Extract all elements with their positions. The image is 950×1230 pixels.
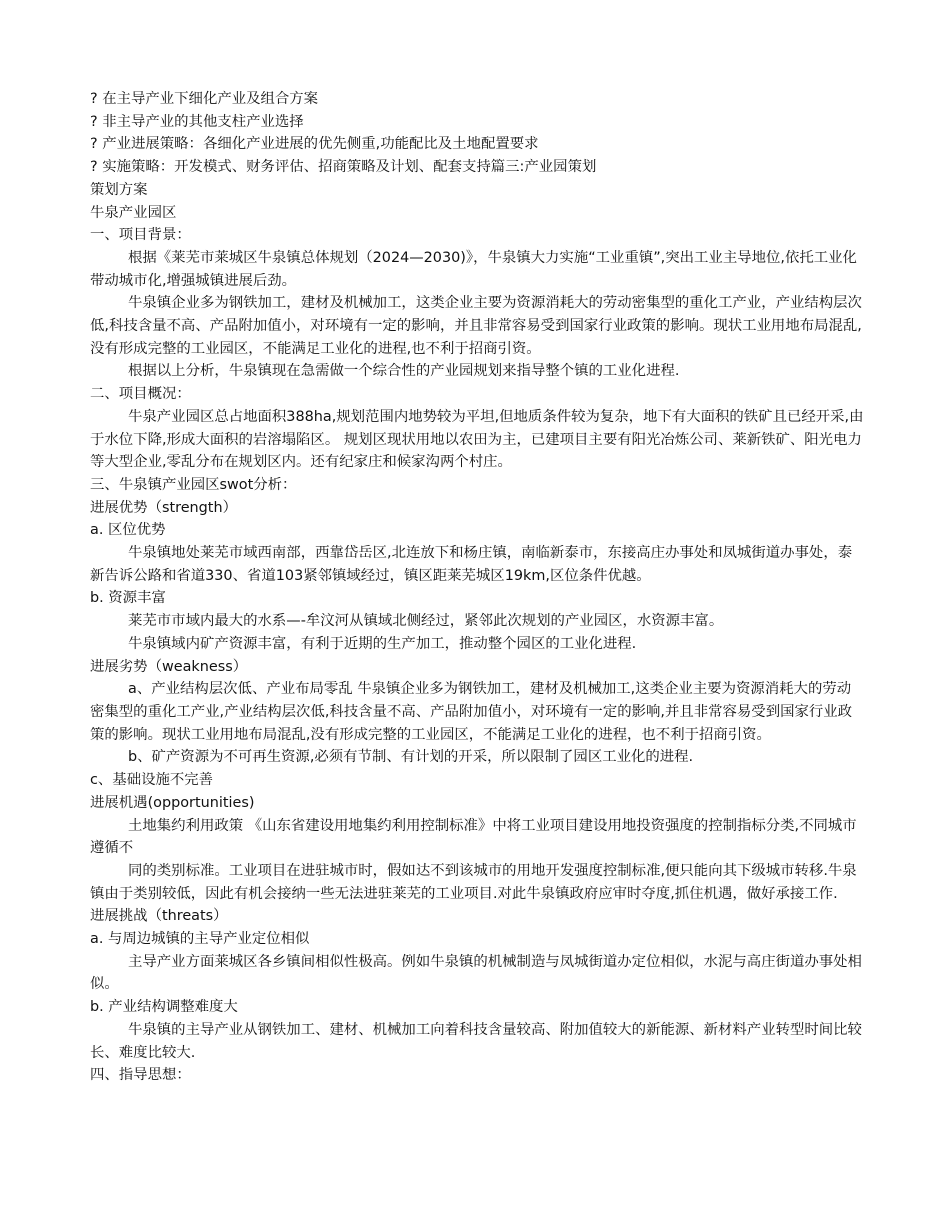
- paragraph: 土地集约利用政策 《山东省建设用地集约利用控制标准》中将工业项目建设用地投资强度的控制指标分类,不同城市遵循不: [90, 817, 857, 857]
- paragraph: 牛泉镇域内矿产资源丰富，有利于近期的生产加工，推动整个园区的工业化进程.: [128, 635, 637, 652]
- paragraph: 根据以上分析，牛泉镇现在急需做一个综合性的产业园规划来指导整个镇的工业化进程.: [128, 363, 680, 380]
- paragraph: 牛泉镇企业多为钢铁加工，建材及机械加工，这类企业主要为资源消耗大的劳动密集型的重化工产业，产业结构层次低,科技含量不高、产品附加值小，对环境有一定的影响，并且非常容易受到国家行业政策的影响。现状工业用地布局混乱,没有形成完整的工业园区，不能满足工业化的进程,也不利于招商引资。: [90, 295, 862, 357]
- doc-title: 策划方案: [90, 181, 148, 198]
- list-item-heading: c、基础设施不完善: [90, 772, 214, 789]
- list-item-heading: b. 产业结构调整难度大: [90, 999, 238, 1016]
- paragraph: 同的类别标准。工业项目在进驻城市时，假如达不到该城市的用地开发强度控制标准,便只能向其下级城市转移.牛泉镇由于类别较低，因此有机会接纳一些无法进驻莱芜的工业项目.对此牛泉镇政府应审时夺度,抓住机遇，做好承接工作.: [90, 862, 857, 902]
- list-item-heading: a. 与周边城镇的主导产业定位相似: [90, 931, 310, 948]
- section-heading: 四、指导思想：: [90, 1067, 191, 1084]
- paragraph: 牛泉产业园区总占地面积388ha,规划范围内地势较为平坦,但地质条件较为复杂，地下有大面积的铁矿且已经开采,由于水位下降,形成大面积的岩溶塌陷区。 规划区现状用地以农田为主，已建项目主要有阳光冶炼公司、莱新铁矿、阳光电力等大型企业,零乱分布在规划区内。还有纪家庄和候家沟两个村庄。: [90, 408, 864, 471]
- list-item-heading: b. 资源丰富: [90, 590, 166, 607]
- list-item-heading: a. 区位优势: [90, 522, 166, 539]
- bullet-line: ? 产业进展策略：各细化产业进展的优先侧重,功能配比及土地配置要求: [90, 136, 539, 153]
- paragraph: 牛泉镇的主导产业从钢铁加工、建材、机械加工向着科技含量较高、附加值较大的新能源、新材料产业转型时间比较长、难度比较大.: [90, 1021, 862, 1061]
- section-heading: 一、项目背景：: [90, 227, 191, 244]
- bullet-line: ? 在主导产业下细化产业及组合方案: [90, 91, 319, 107]
- subsection-heading: 进展优势（strength）: [90, 499, 237, 516]
- paragraph: 根据《莱芜市莱城区牛泉镇总体规划（2024—2030)》，牛泉镇大力实施“工业重镇”,突出工业主导地位,依托工业化带动城市化,增强城镇进展后劲。: [90, 249, 857, 289]
- doc-subtitle: 牛泉产业园区: [90, 204, 177, 221]
- paragraph: 牛泉镇地处莱芜市域西南部，西靠岱岳区,北连放下和杨庄镇，南临新泰市，东接高庄办事处和凤城街道办事处，泰新告诉公路和省道330、省道103紧邻镇域经过，镇区距莱芜城区19km,区位条件优越。: [90, 545, 853, 584]
- subsection-heading: 进展劣势（weakness）: [90, 658, 248, 675]
- document-page: [90, 88, 865, 1087]
- paragraph: 主导产业方面莱城区各乡镇间相似性极高。例如牛泉镇的机械制造与凤城街道办定位相似，水泥与高庄街道办事处相似。: [90, 953, 862, 993]
- subsection-heading: 进展机遇(opportunities): [90, 794, 255, 811]
- section-heading: 三、牛泉镇产业园区swot分析：: [90, 476, 297, 493]
- subsection-heading: 进展挑战（threats）: [90, 908, 228, 925]
- paragraph: 莱芜市市域内最大的水系—-牟汶河从镇域北侧经过，紧邻此次规划的产业园区，水资源丰富。: [128, 613, 724, 630]
- paragraph: b、矿产资源为不可再生资源,必须有节制、有计划的开采，所以限制了园区工业化的进程.: [128, 749, 694, 766]
- paragraph: a、产业结构层次低、产业布局零乱 牛泉镇企业多为钢铁加工，建材及机械加工,这类企业主要为资源消耗大的劳动密集型的重化工产业,产业结构层次低,科技含量不高、产品附加值小，对环境有一定的影响,并且非常容易受到国家行业政策的影响。现状工业用地布局混乱,没有形成完整的工业园区，不能满足工业化的进程，也不利于招商引资。: [90, 681, 853, 743]
- bullet-line: ? 非主导产业的其他支柱产业选择: [90, 113, 304, 130]
- bullet-line: ? 实施策略：开发模式、财务评估、招商策略及计划、配套支持篇三:产业园策划: [90, 159, 597, 176]
- section-heading: 二、项目概况：: [90, 386, 191, 403]
